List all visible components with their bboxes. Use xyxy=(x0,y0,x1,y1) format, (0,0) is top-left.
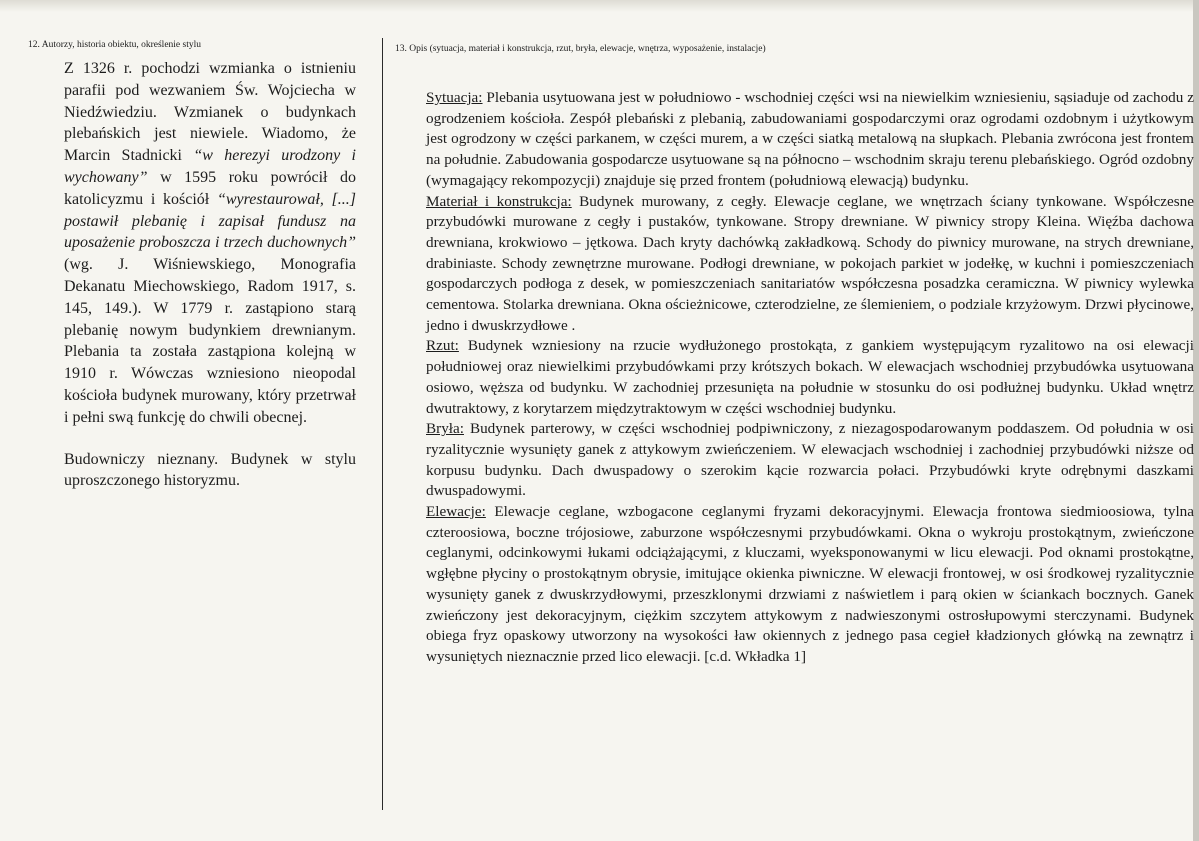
plan-text: Budynek wzniesiony na rzucie wydłużonego prostokąta, z gankiem występującym ryzalitowo na osi elewacji południowej oraz niewielkimi przybudówkami przy krótszych bokach. W elewacjach wschodniej przybudówka usytuowana osiowo, węższa od budynku. W zachodniej przesunięta na południe w stosunku do osi podłużnej budynku. Układ wnętrz dwutraktowy, z korytarzem międzytraktowym w części wschodniej budynku. xyxy=(426,337,1194,417)
facades-label: Elewacje: xyxy=(426,503,486,521)
material-label: Materiał i konstrukcja: xyxy=(426,192,572,210)
situation-text: Plebania usytuowana jest w południowo - wschodniej części wsi na niewielkim wzniesieniu, sąsiaduje od zachodu z ogrodzeniem kościoła. Zespół plebański z plebanią, zabudowaniami gospodarczymi oraz ogrodami ozdobnym i użytkowym jest ogrodzony w części parkanem, w części murem, a w części siatką metalową na słupkach. Plebania zwrócona jest frontem na południe. Zabudowania gospodarcze usytuowane są na północno – wschodnim skraju terenu plebańskiego. Ogród ozdobny (wymagający rekompozycji) znajduje się przed frontem (południową elewacją) budynku. xyxy=(426,89,1194,189)
history-quote-2: “wyrestaurował, [...] postawił plebanię i zapisał fundusz na uposażenie proboszcza i trzech duchownych” xyxy=(64,190,357,252)
left-column-header: 12. Autorzy, historia obiektu, określenie stylu xyxy=(28,40,201,50)
mass-text: Budynek parterowy, w części wschodniej podpiwniczony, z niezagospodarowanym poddaszem. Od południa w osi ryzalitycznie wysunięty ganek z attykowym zwieńczeniem. W elewacjach wschodniej i zachodniej przybudówki niższe od korpusu budynku. Dach dwuspadowy o szerokim kącie rozwarcia połaci. Przybudówki kryte odrębnymi daszkami dwuspadowymi. xyxy=(426,420,1194,500)
right-column-header: 13. Opis (sytuacja, materiał i konstrukcja, rzut, bryła, elewacje, wnętrza, wyposażenie, instalacje) xyxy=(395,44,766,54)
history-text-1: Z 1326 r. pochodzi wzmianka o istnieniu parafii pod wezwaniem Św. Wojciecha w Niedźwiedziu. Wzmianek o budynkach plebańskich jest niewiele. Wiadomo, że Marcin Stadnicki xyxy=(64,60,356,165)
builder-paragraph: Budowniczy nieznany. Budynek w stylu uproszczonego historyzmu. xyxy=(64,450,356,490)
mass-paragraph xyxy=(426,419,1194,502)
column-divider xyxy=(382,38,383,810)
plan-paragraph xyxy=(426,336,1194,419)
right-column-body xyxy=(426,88,1194,668)
scan-top-edge xyxy=(0,0,1199,12)
facades-paragraph xyxy=(426,502,1194,668)
history-paragraph xyxy=(64,58,356,429)
left-column-body xyxy=(64,58,356,492)
material-text: Budynek murowany, z cegły. Elewacje ceglane, we wnętrzach ściany tynkowane. Współczesne przybudówki murowane z cegły i pustaków, tynkowane. Stropy drewniane. W piwnicy stropy Kleina. Więźba dachowa drewniana, krokwiowo – jętkowa. Dach kryty dachówką zakładkową. Schody do piwnicy murowane, na strych drewniane, drabiniaste. Schody zewnętrzne murowane. Podłogi drewniane, w pokojach parkiet w jodełkę, w kuchni i pomieszczeniach gospodarczych podłoga z desek, w pomieszczeniach sanitariatów współczesna posadzka ceramiczna. W piwnicy wylewka cementowa. Stolarka drewniana. Okna ościeżnicowe, czterodzielne, ze ślemieniem, o podziale krzyżowym. Drzwi płycinowe, jedno i dwuskrzydłowe . xyxy=(426,192,1194,334)
situation-label: Sytuacja: xyxy=(426,89,483,106)
history-text-2: w 1595 roku powrócił do katolicyzmu i kościół xyxy=(64,168,356,208)
history-quote-1: “w herezyi urodzony i wychowany” xyxy=(64,147,357,186)
right-column xyxy=(395,44,1197,668)
history-text-3: (wg. J. Wiśniewskiego, Monografia Dekanatu Miechowskiego, Radom 1917, s. 145, 149.). W 1779 r. zastąpiono starą plebanię nowym budynkiem drewnianym. Plebania ta została zastąpiona kolejną w 1910 r. Wówczas wzniesiono nieopodal kościoła budynek murowany, który przetrwał i pełni swą funkcję do chwili obecnej. xyxy=(64,256,356,426)
facades-text: Elewacje ceglane, wzbogacone ceglanymi fryzami dekoracyjnymi. Elewacja frontowa siedmioosiowa, tylna czteroosiowa, boczne trójosiowe, zaburzone współczesnymi przybudówkami. Okna o wykroju prostokątnym, zwieńczone ceglanymi, odcinkowymi łukami odciążającymi, z kluczami, wyeksponowanymi w licu elewacji. Pod oknami prostokątne, wgłębne płyciny o prostokątnym obrysie, imitujące okienka piwniczne. W elewacji frontowej, w osi środkowej ryzalitycznie wysunięty ganek z dwuskrzydłowymi, przeszklonymi drzwiami z naświetlem i parą okien w ściankach bocznych. Ganek zwieńczony jest dekoracyjnym, ciężkim szczytem attykowym z nadwieszonymi ostrosłupowymi sterczynami. Budynek obiega fryz opaskowy utworzony na wysokości ław okiennych z jednego pasa cegieł kładzionych główką na zewnątrz i wysuniętych nieznacznie przed lico elewacji. [c.d. Wkładka 1] xyxy=(426,503,1194,665)
situation-paragraph xyxy=(426,88,1194,192)
material-paragraph xyxy=(426,192,1194,337)
left-column xyxy=(28,40,373,492)
plan-label: Rzut: xyxy=(426,337,459,355)
mass-label: Bryła: xyxy=(426,420,464,438)
